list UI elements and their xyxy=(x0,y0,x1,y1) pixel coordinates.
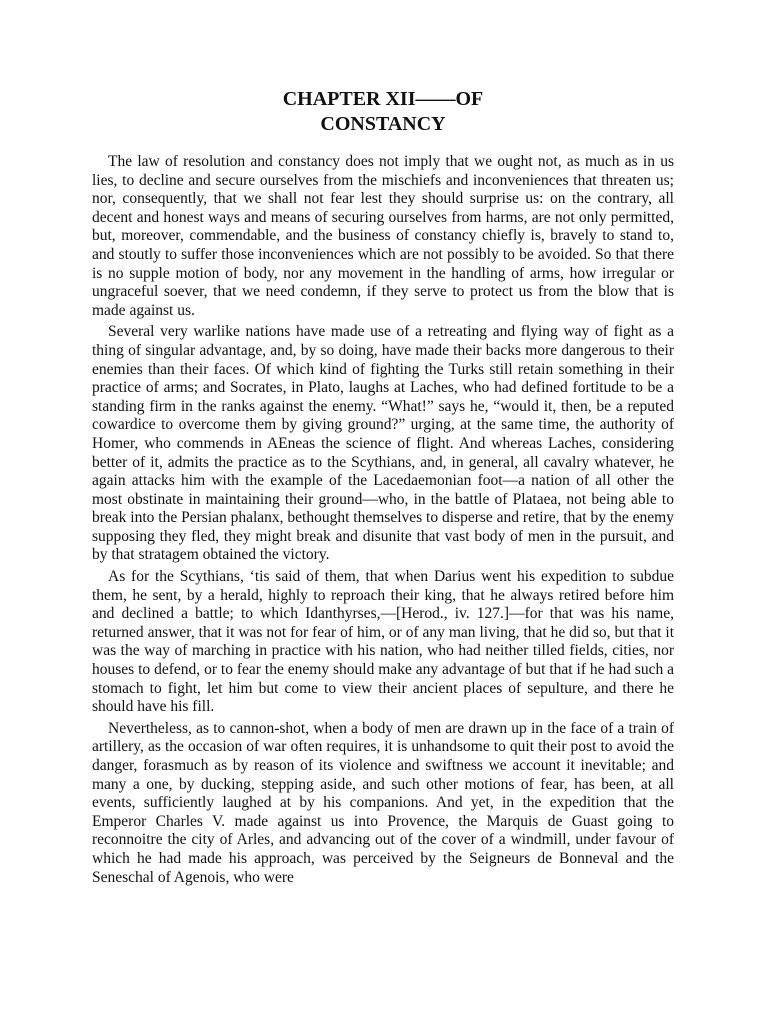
paragraph-2: Several very warlike nations have made use of a retreating and flying way of fight as a thing of singular advantage, and, by so doing, have made their backs more dangerous to their enemies than their faces. Of which kind of fighting the Turks still retain something in their practice of arms; and Socrates, in Plato, laughs at Laches, who had defined fortitude to be a standing firm in the ranks against the enemy. “What!” says he, “would it, then, be a reputed cowardice to overcome them by giving ground?” urging, at the same time, the authority of Homer, who commends in AEneas the science of flight. And whereas Laches, considering better of it, admits the practice as to the Scythians, and, in general, all cavalry whatever, he again attacks him with the example of the Lacedaemonian foot—a nation of all other the most obstinate in maintaining their ground—who, in the battle of Plataea, not being able to break into the Persian phalanx, bethought themselves to disperse and retire, that by the enemy supposing they fled, they might break and disunite that vast body of men in the pursuit, and by that stratagem obtained the victory. xyxy=(92,323,674,564)
chapter-title-line-1: CHAPTER XII——OF xyxy=(282,88,484,110)
paragraph-4: Nevertheless, as to cannon-shot, when a body of men are drawn up in the face of a train of artillery, as the occasion of war often requires, it is unhandsome to quit their post to avoid the danger, forasmuch as by reason of its violence and swiftness we account it inevitable; and many a one, by ducking, stepping aside, and such other motions of fear, has been, at all events, sufficiently laughed at by his companions. And yet, in the expedition that the Emperor Charles V. made against us into Provence, the Marquis de Guast going to reconnoitre the city of Arles, and advancing out of the cover of a windmill, under favour of which he had made his approach, was perceived by the Seigneurs de Bonneval and the Seneschal of Agenois, who were xyxy=(92,719,674,886)
chapter-title-line-2: CONSTANCY xyxy=(320,113,446,135)
document-page xyxy=(92,87,674,890)
paragraph-1: The law of resolution and constancy does not imply that we ought not, as much as in us lies, to decline and secure ourselves from the mischiefs and inconveniences that threaten us; nor, consequently, that we shall not fear lest they should surprise us: on the contrary, all decent and honest ways and means of securing ourselves from harms, are not only permitted, but, moreover, commendable, and the business of constancy chiefly is, bravely to stand to, and stoutly to suffer those inconveniences which are not possibly to be avoided. So that there is no supple motion of body, nor any movement in the handling of arms, how irregular or ungraceful soever, that we need condemn, if they serve to protect us from the blow that is made against us. xyxy=(92,153,674,319)
paragraph-3: As for the Scythians, ‘tis said of them, that when Darius went his expedition to subdue them, he sent, by a herald, highly to reproach their king, that he always retired before him and declined a battle; to which Idanthyrses,—[Herod., iv. 127.]—for that was his name, returned answer, that it was not for fear of him, or of any man living, that he did so, but that it was the way of marching in practice with his nation, who had neither tilled fields, cities, nor houses to defend, or to fear the enemy should make any advantage of but that if he had such a stomach to fight, let him but come to view their ancient places of sepulture, and there he should have his fill. xyxy=(92,568,674,716)
chapter-title xyxy=(92,87,674,137)
